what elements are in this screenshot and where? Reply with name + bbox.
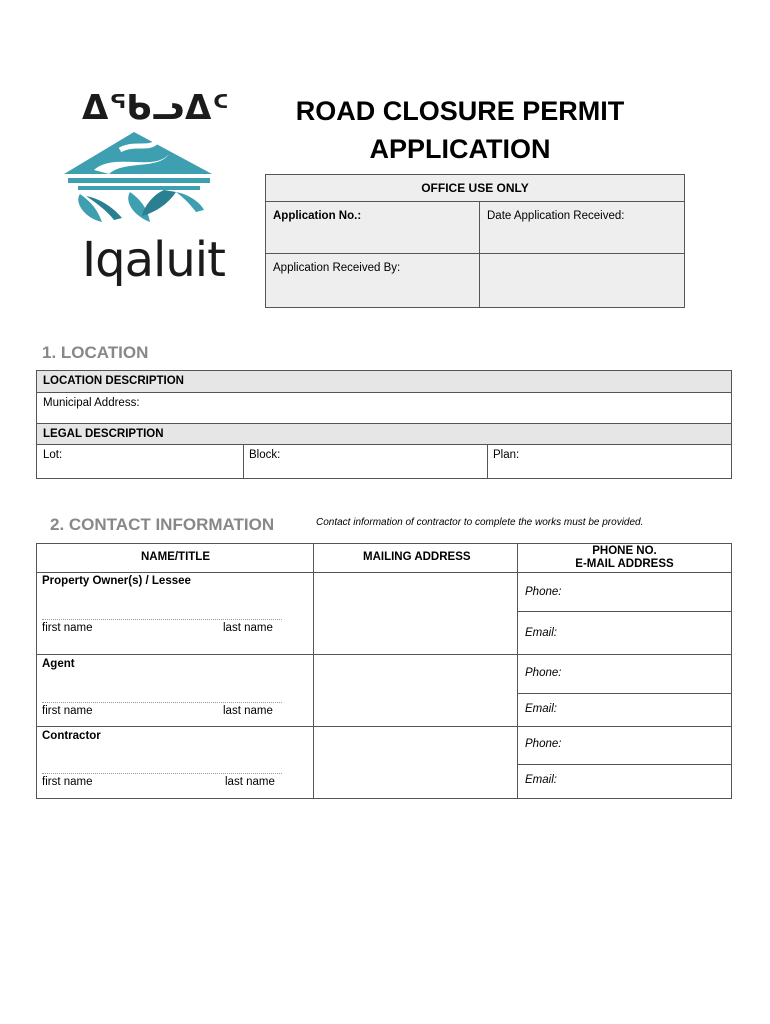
contractor-last-name-label: last name [225, 776, 275, 788]
pe-divider-3 [518, 693, 731, 694]
legal-desc-row [37, 445, 731, 478]
plan-label: Plan: [493, 449, 520, 461]
page-title [260, 92, 660, 168]
agent-first-name-label: first name [42, 705, 93, 717]
location-table [36, 370, 732, 479]
office-use-box [265, 174, 685, 308]
agent-phone-label: Phone: [525, 667, 562, 679]
agent-name-line[interactable] [42, 702, 282, 703]
title-line-1: ROAD CLOSURE PERMIT [295, 96, 625, 126]
col-divider-2 [517, 544, 518, 798]
logo-wordmark: Iqaluit [82, 232, 225, 288]
col-phone-header-line-2: E-MAIL ADDRESS [575, 558, 674, 570]
received-by-field[interactable] [266, 254, 480, 307]
municipal-address-field[interactable] [37, 393, 731, 424]
application-no-field[interactable] [266, 202, 480, 254]
plan-field[interactable] [488, 445, 731, 478]
agent-address-field[interactable] [314, 655, 517, 726]
logo-syllabics: ᐃᖃᓗᐃᑦ [82, 88, 230, 128]
owner-email-label: Email: [525, 627, 557, 639]
office-use-header: OFFICE USE ONLY [266, 175, 684, 202]
contractor-address-field[interactable] [314, 727, 517, 798]
owner-first-name-label: first name [42, 622, 93, 634]
location-desc-header: LOCATION DESCRIPTION [43, 375, 184, 387]
owner-role-label: Property Owner(s) / Lessee [42, 575, 191, 587]
logo-mountain-fish-icon [64, 132, 214, 228]
contractor-email-label: Email: [525, 774, 557, 786]
owner-last-name-label: last name [223, 622, 273, 634]
contact-heading: 2. CONTACT INFORMATION [50, 515, 275, 534]
owner-name-line[interactable] [42, 619, 282, 620]
date-received-label: Date Application Received: [487, 210, 625, 222]
owner-address-field[interactable] [314, 573, 517, 654]
received-by-label: Application Received By: [273, 262, 401, 274]
pe-divider-4 [518, 726, 731, 727]
pe-divider-5 [518, 764, 731, 765]
block-label: Block: [249, 449, 281, 461]
block-field[interactable] [244, 445, 488, 478]
location-heading: 1. LOCATION [42, 343, 149, 362]
date-received-field[interactable] [480, 202, 684, 254]
legal-desc-header: LEGAL DESCRIPTION [43, 428, 164, 440]
lot-field[interactable] [37, 445, 244, 478]
pe-divider-2 [518, 654, 731, 655]
iqaluit-logo [62, 80, 230, 295]
col-phone-header [518, 545, 731, 571]
lot-label: Lot: [43, 449, 63, 461]
received-by-value-field[interactable] [480, 254, 684, 307]
agent-role-label: Agent [42, 658, 75, 670]
contractor-first-name-label: first name [42, 776, 93, 788]
title-line-2: APPLICATION [369, 134, 551, 164]
pe-divider-1 [518, 611, 731, 612]
contact-table [36, 543, 732, 799]
agent-last-name-label: last name [223, 705, 273, 717]
col-address-header: MAILING ADDRESS [363, 551, 471, 563]
municipal-address-label: Municipal Address: [43, 397, 140, 409]
location-desc-header-row [37, 371, 731, 393]
contractor-phone-label: Phone: [525, 738, 562, 750]
contractor-name-line[interactable] [42, 773, 282, 774]
col-name-header: NAME/TITLE [141, 551, 210, 563]
application-no-label: Application No.: [273, 210, 362, 222]
contact-note: Contact information of contractor to complete the works must be provided. [316, 517, 644, 528]
owner-phone-label: Phone: [525, 586, 562, 598]
agent-email-label: Email: [525, 703, 557, 715]
col-phone-header-line-1: PHONE NO. [592, 545, 657, 557]
legal-desc-header-row [37, 424, 731, 445]
contractor-role-label: Contractor [42, 730, 101, 742]
